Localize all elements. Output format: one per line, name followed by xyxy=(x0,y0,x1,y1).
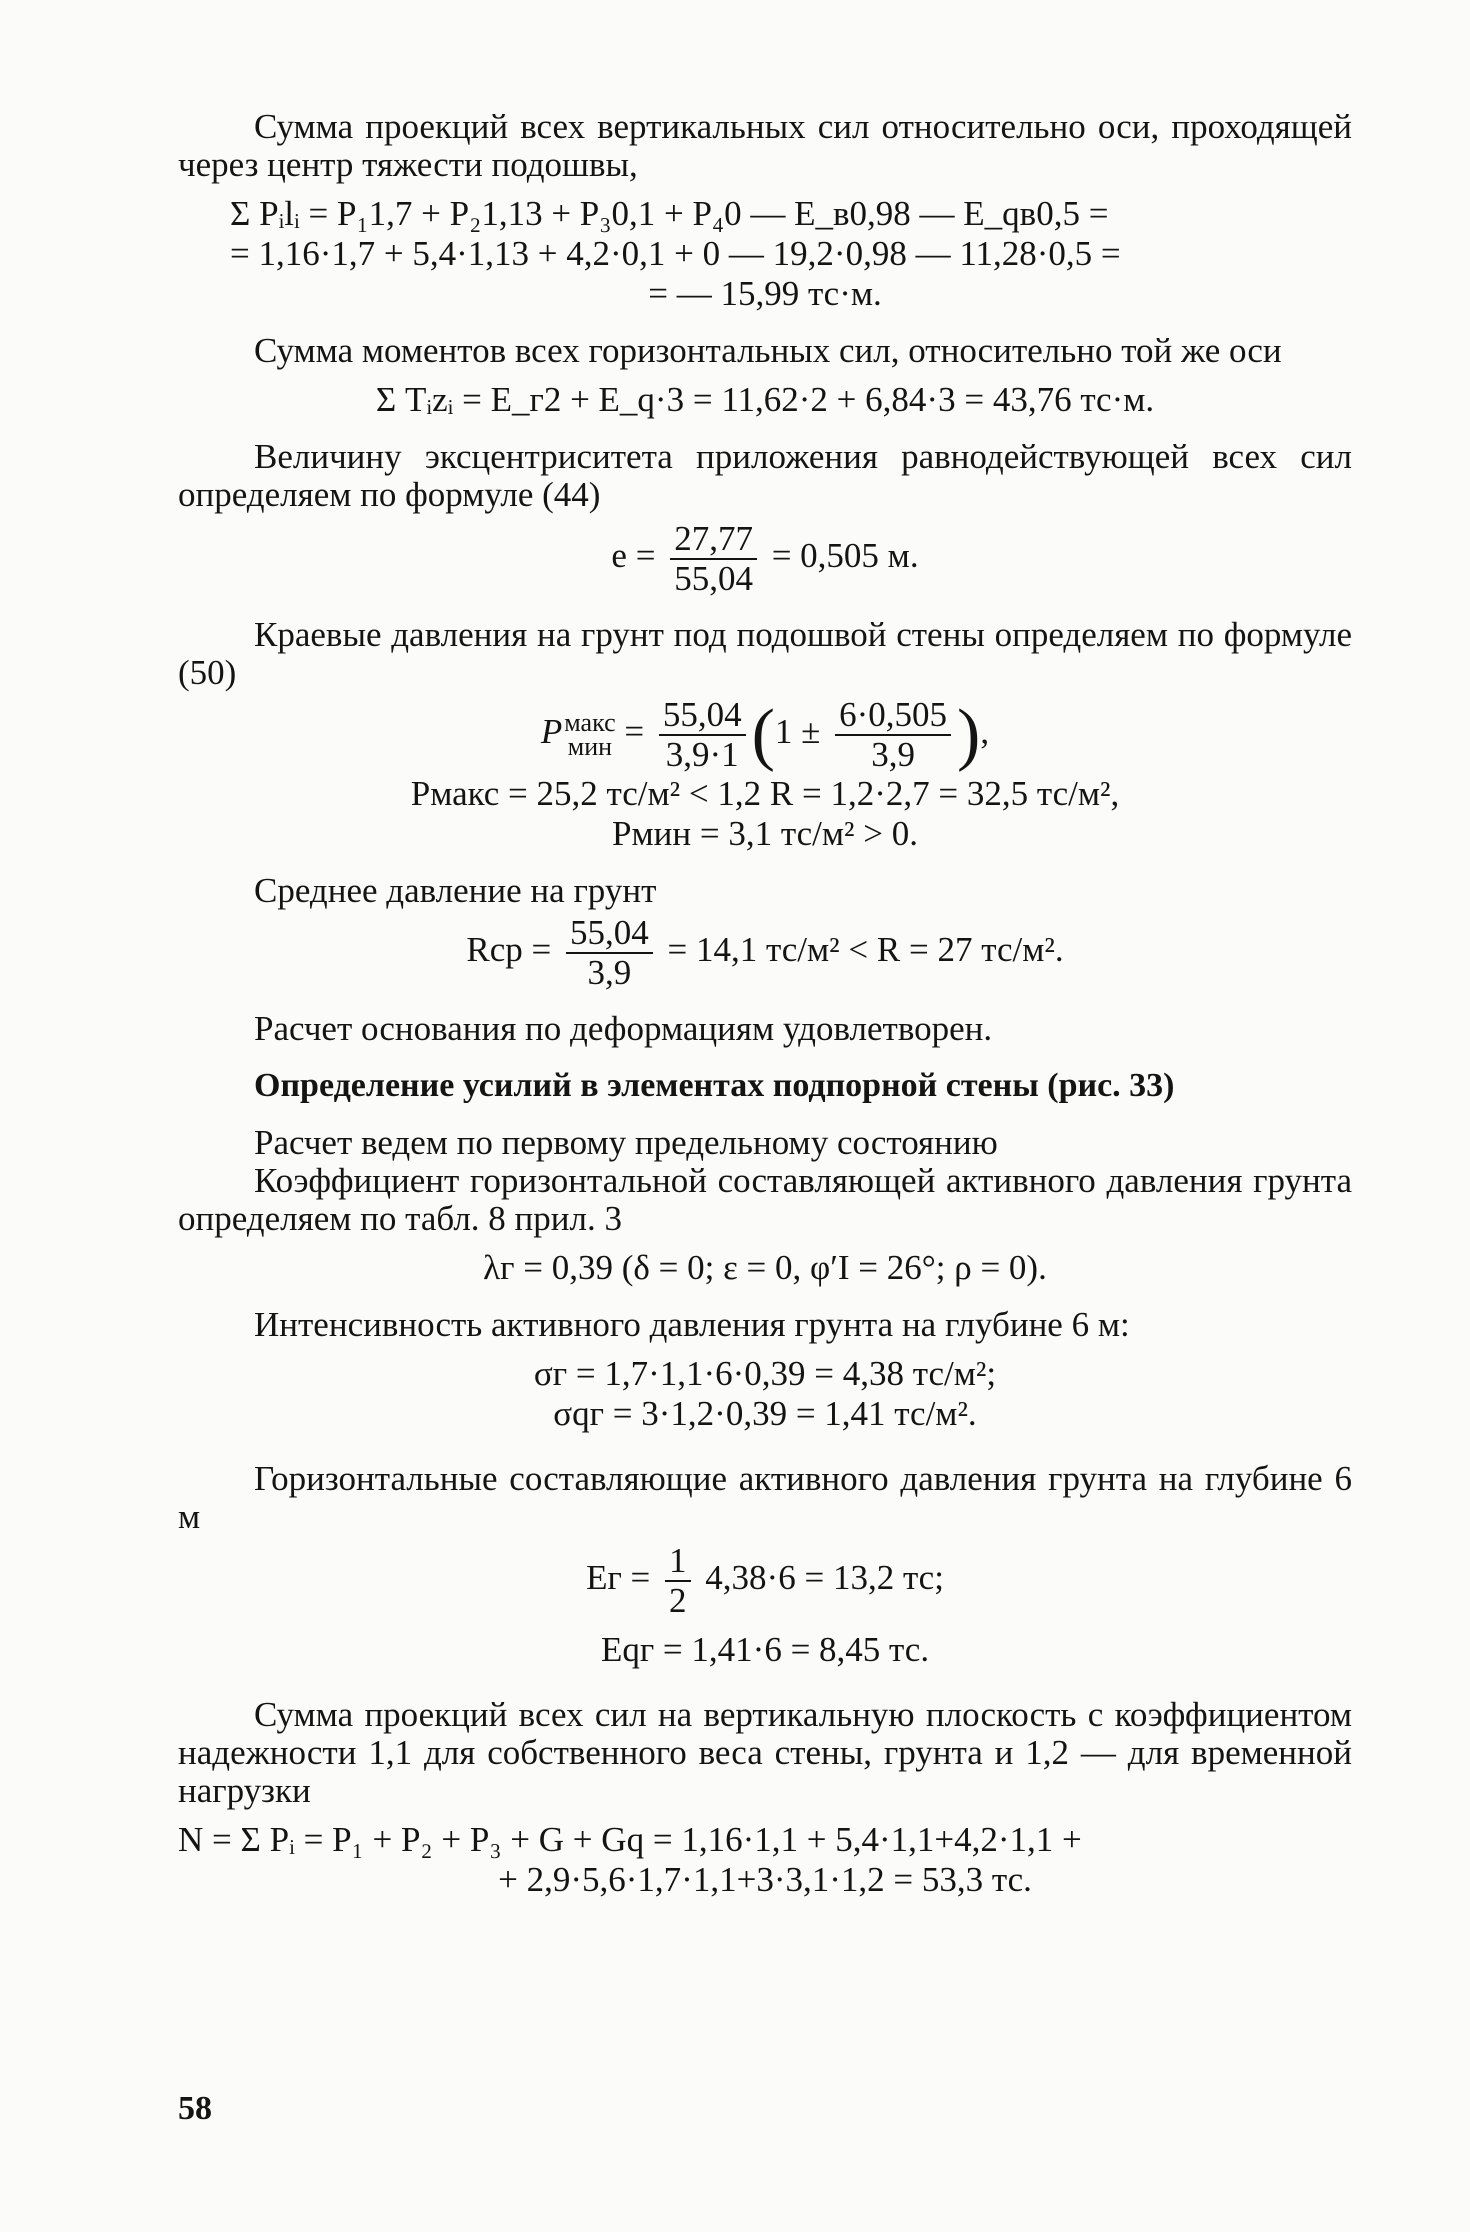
paragraph: Величину эксцентриситета приложения равнодействующей всех сил определяем по формуле (44) xyxy=(178,437,1352,514)
subscript-stack xyxy=(564,708,616,761)
subscript-bottom: мин xyxy=(567,732,613,761)
numerator: 55,04 xyxy=(566,914,653,954)
subscript-top: макс xyxy=(564,708,616,737)
equation: Pмакс = 25,2 тс/м² < 1,2 R = 1,2·2,7 = 32,5 тс/м², xyxy=(410,774,1120,813)
paragraph: Сумма проекций всех вертикальных сил относительно оси, проходящей через центр тяжести подошвы, xyxy=(178,107,1352,184)
fraction xyxy=(566,914,653,992)
fraction xyxy=(835,696,951,774)
eq-part: = xyxy=(624,712,645,752)
equation-edge-pressure xyxy=(178,696,1352,774)
equation-horizontal-component xyxy=(178,1542,1352,1620)
equation: + 2,9·5,6·1,7·1,1+3·3,1·1,2 = 53,3 тс. xyxy=(498,1860,1032,1899)
paragraph: Сумма проекций всех сил на вертикальную плоскость с коэффициентом надежности 1,1 для собственного веса стены, грунта и 1,2 — для временной нагрузки xyxy=(178,1695,1352,1810)
fraction xyxy=(670,520,757,598)
equation: = — 15,99 тс·м. xyxy=(648,274,882,313)
equation: σг = 1,7·1,1·6·0,39 = 4,38 тс/м²; xyxy=(533,1354,997,1393)
equation-eccentricity xyxy=(178,520,1352,598)
fraction xyxy=(665,1542,691,1620)
denominator: 3,9·1 xyxy=(665,735,739,774)
equation: λг = 0,39 (δ = 0; ε = 0, φ′I = 26°; ρ = 0). xyxy=(483,1248,1047,1287)
section-heading: Определение усилий в элементах подпорной стены (рис. 33) xyxy=(254,1067,1175,1104)
denominator: 2 xyxy=(669,1581,687,1620)
denominator: 3,9 xyxy=(871,735,915,774)
eq-part: = 0,505 м. xyxy=(771,536,919,576)
equation: N = Σ Pᵢ = P₁ + P₂ + P₃ + G + Gq = 1,16·1,1 + 5,4·1,1+4,2·1,1 + xyxy=(178,1820,1082,1859)
paragraph: Коэффициент горизонтальной составляющей активного давления грунта определяем по табл. 8 прил. 3 xyxy=(178,1161,1352,1238)
equation: = 1,16·1,7 + 5,4·1,13 + 4,2·0,1 + 0 — 19,2·0,98 — 11,28·0,5 = xyxy=(230,234,1121,273)
fraction xyxy=(659,696,746,774)
paren-open: ( xyxy=(751,696,775,773)
paragraph: Расчет ведем по первому предельному состоянию xyxy=(254,1123,998,1162)
numerator: 6·0,505 xyxy=(835,696,951,736)
denominator: 3,9 xyxy=(587,953,632,992)
eq-part: Rср = xyxy=(466,930,552,970)
numerator: 27,77 xyxy=(670,520,757,560)
equation: Σ Tᵢzᵢ = E_г2 + E_q·3 = 11,62·2 + 6,84·3 = 43,76 тс·м. xyxy=(375,380,1155,419)
numerator: 1 xyxy=(665,1542,691,1582)
equation: Σ Pᵢlᵢ = P₁1,7 + P₂1,13 + P₃0,1 + P₄0 — E_в0,98 — E_qв0,5 = xyxy=(230,194,1109,233)
equation: σqг = 3·1,2·0,39 = 1,41 тс/м². xyxy=(553,1394,977,1433)
eq-part: 1 ± xyxy=(774,712,821,752)
paren-close: ) xyxy=(957,696,981,773)
paragraph: Расчет основания по деформациям удовлетворен. xyxy=(254,1009,993,1048)
equation: Pмин = 3,1 тс/м² > 0. xyxy=(612,814,918,853)
paragraph: Среднее давление на грунт xyxy=(254,871,657,910)
eq-part: P xyxy=(540,712,563,752)
eq-part: Eг = xyxy=(586,1558,651,1598)
eq-part: = 14,1 тс/м² < R = 27 тс/м². xyxy=(667,930,1064,970)
paragraph: Интенсивность активного давления грунта на глубине 6 м: xyxy=(254,1305,1130,1344)
eq-part: e = xyxy=(611,536,656,576)
page-number: 58 xyxy=(178,2090,212,2127)
denominator: 55,04 xyxy=(674,559,753,598)
eq-part: , xyxy=(980,712,990,752)
equation: Eqг = 1,41·6 = 8,45 тс. xyxy=(600,1630,930,1669)
numerator: 55,04 xyxy=(659,696,746,736)
paragraph: Сумма моментов всех горизонтальных сил, относительно той же оси xyxy=(254,331,1282,370)
paragraph: Краевые давления на грунт под подошвой стены определяем по формуле (50) xyxy=(178,615,1352,692)
eq-part: 4,38·6 = 13,2 тс; xyxy=(705,1558,944,1598)
equation-mean-pressure xyxy=(178,914,1352,992)
paragraph: Горизонтальные составляющие активного давления грунта на глубине 6 м xyxy=(178,1459,1352,1536)
